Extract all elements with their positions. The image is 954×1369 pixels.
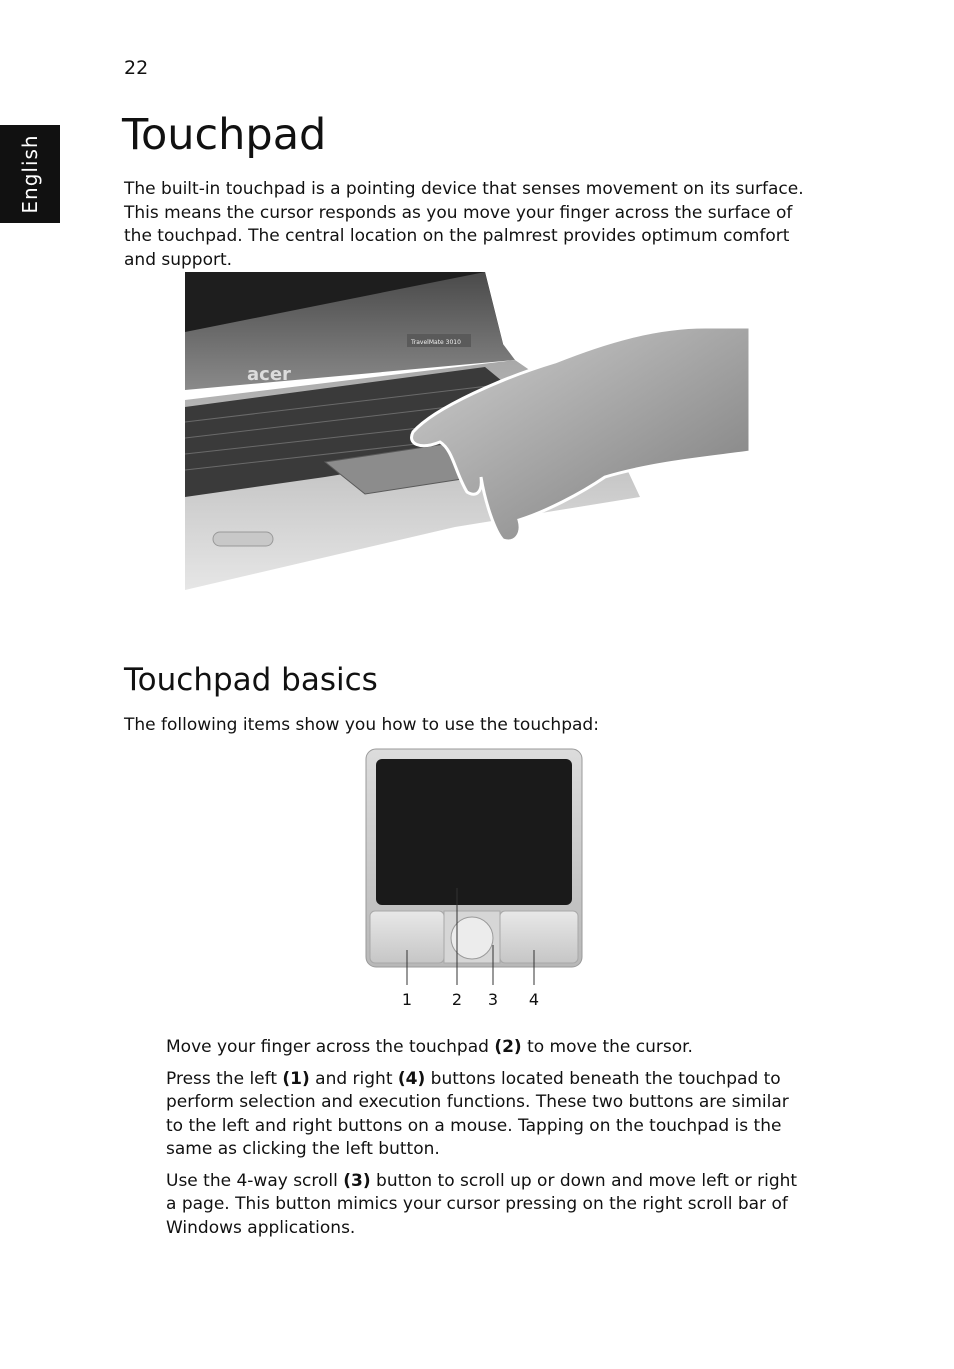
callout-4: 4 (528, 990, 540, 1009)
basics-lead: The following items show you how to use the touchpad: (124, 715, 599, 735)
model-label: TravelMate 3010 (411, 339, 461, 346)
usage-list (166, 1036, 811, 1248)
speaker-grille (213, 532, 273, 546)
laptop-hand-photo (185, 272, 750, 590)
page-title: Touchpad (122, 110, 327, 160)
touchpad-surface (376, 759, 572, 905)
language-tab (0, 125, 60, 223)
intro-paragraph: The built-in touchpad is a pointing device that senses movement on its surface. This means the cursor responds as you move your finger across the surface of the touchpad. The central location on the palmrest provides optimum comfort and support. (124, 179, 804, 270)
usage-item: Use the 4-way scroll (3) button to scroll up or down and move left or right a page. This button mimics your cursor pressing on the right scroll bar of Windows applications. (166, 1170, 798, 1238)
touchpad-diagram (360, 745, 590, 1013)
page-number: 22 (124, 57, 149, 79)
language-tab-label: English (18, 134, 42, 214)
callout-2: 2 (451, 990, 463, 1009)
usage-item: Move your finger across the touchpad (2) to move the cursor. (166, 1037, 693, 1057)
right-button (500, 911, 578, 963)
usage-item: Press the left (1) and right (4) buttons located beneath the touchpad to perform selection and execution functions. These two buttons are similar to the left and right buttons on a mouse. Tapping on the touchpad is the same as clicking the left button. (166, 1068, 789, 1159)
brand-logo: acer (247, 364, 291, 385)
touchpad-basics-heading: Touchpad basics (124, 662, 378, 698)
callout-3: 3 (487, 990, 499, 1009)
callout-1: 1 (401, 990, 413, 1009)
